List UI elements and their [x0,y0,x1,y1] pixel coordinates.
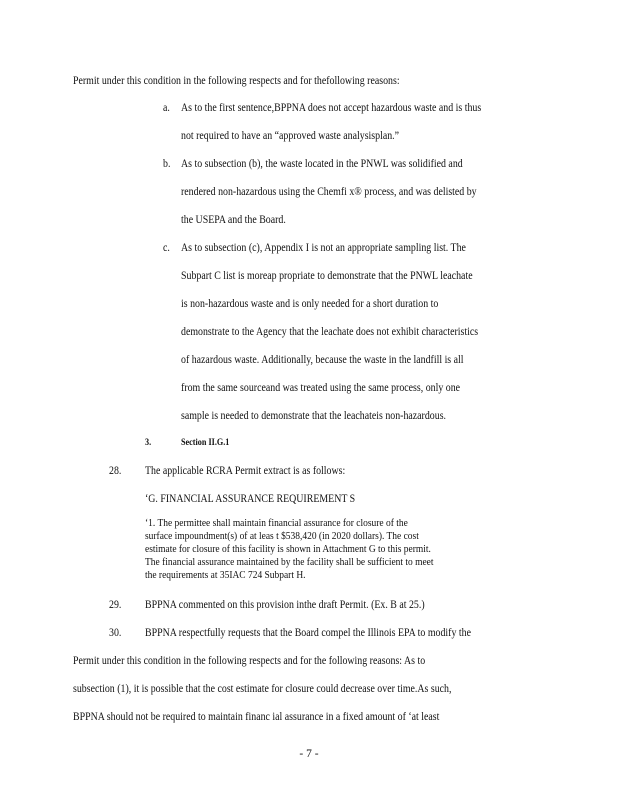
section-label: Section II.G.1 [181,438,230,448]
page-number: - 7 - [299,748,319,760]
item-c-line-1: As to subsection (c), Appendix I is not an appropriate sampling list. The [181,242,466,254]
intro-line: Permit under this condition in the following respects and for thefollowing reasons: [73,75,400,87]
item-b-line-1: As to subsection (b), the waste located in the PNWL was solidified and [181,158,463,170]
item-c-line-6: from the same sourceand was treated using the same process, only one [181,382,461,394]
quote-line-2: surface impoundment(s) of at leas t $538,420 (in 2020 dollars). The cost [145,530,419,542]
item-a-line-1: As to the first sentence,BPPNA does not accept hazardous waste and is thus [181,102,482,114]
paragraph-28-text: The applicable RCRA Permit extract is as follows: [145,465,346,477]
paragraph-29-number: 29. [109,599,122,611]
item-c-line-2: Subpart C list is moreap propriate to demonstrate that the PNWL leachate [181,270,473,282]
quote-line-3: estimate for closure of this facility is shown in Attachment G to this permit. [145,543,431,555]
list-marker-a: a. [163,102,170,114]
list-marker-b: b. [163,158,171,170]
paragraph-30-line-2: Permit under this condition in the following respects and for the following reasons: As to [73,655,426,667]
list-marker-c: c. [163,242,170,254]
item-c-line-4: demonstrate to the Agency that the leachate does not exhibit characteristics [181,326,479,338]
quote-line-5: the requirements at 35IAC 724 Subpart H. [145,569,306,581]
quote-line-4: The financial assurance maintained by the facility shall be sufficient to meet [145,556,434,568]
item-c-line-7: sample is needed to demonstrate that the leachateis non-hazardous. [181,410,447,422]
item-b-line-3: the USEPA and the Board. [181,214,286,226]
section-number: 3. [145,438,152,448]
paragraph-30-number: 30. [109,627,122,639]
item-a-line-2: not required to have an “approved waste analysisplan.” [181,130,400,142]
quote-heading: ‘G. FINANCIAL ASSURANCE REQUIREMENT S [145,493,356,505]
item-c-line-3: is non-hazardous waste and is only needed for a short duration to [181,298,439,310]
paragraph-30-line-3: subsection (1), it is possible that the cost estimate for closure could decrease over time.As such, [73,683,452,695]
quote-line-1: ‘1. The permittee shall maintain financial assurance for closure of the [145,517,408,529]
paragraph-30-line-4: BPPNA should not be required to maintain financ ial assurance in a fixed amount of ‘at least [73,711,440,723]
item-b-line-2: rendered non-hazardous using the Chemfi x® process, and was delisted by [181,186,477,198]
paragraph-28-number: 28. [109,465,122,477]
paragraph-30-first-line: BPPNA respectfully requests that the Board compel the Illinois EPA to modify the [145,627,471,639]
paragraph-29-text: BPPNA commented on this provision inthe draft Permit. (Ex. B at 25.) [145,599,425,611]
item-c-line-5: of hazardous waste. Additionally, because the waste in the landfill is all [181,354,464,366]
